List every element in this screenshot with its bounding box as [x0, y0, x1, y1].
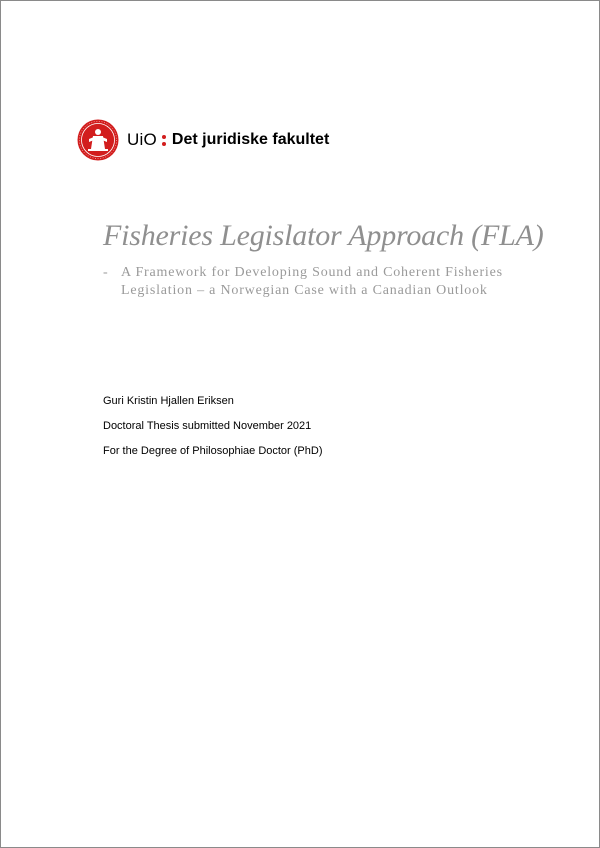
faculty-name: Det juridiske fakultet [171, 131, 330, 148]
author-name: Guri Kristin Hjallen Eriksen [103, 395, 234, 407]
university-logo [77, 119, 329, 161]
degree-info: For the Degree of Philosophiae Doctor (PhD) [103, 445, 323, 457]
thesis-title: Fisheries Legislator Approach (FLA) [103, 219, 544, 252]
uio-seal-icon [77, 119, 119, 161]
submission-info: Doctoral Thesis submitted November 2021 [103, 420, 312, 432]
uio-wordmark: UiO [127, 130, 157, 149]
subtitle-line-1: A Framework for Developing Sound and Coherent Fisheries [121, 265, 503, 280]
logo-separator-dots [162, 132, 166, 148]
subtitle-line-2: Legislation – a Norwegian Case with a Canadian Outlook [121, 283, 488, 298]
subtitle-dash: - [103, 265, 109, 280]
thesis-subtitle [103, 264, 503, 300]
